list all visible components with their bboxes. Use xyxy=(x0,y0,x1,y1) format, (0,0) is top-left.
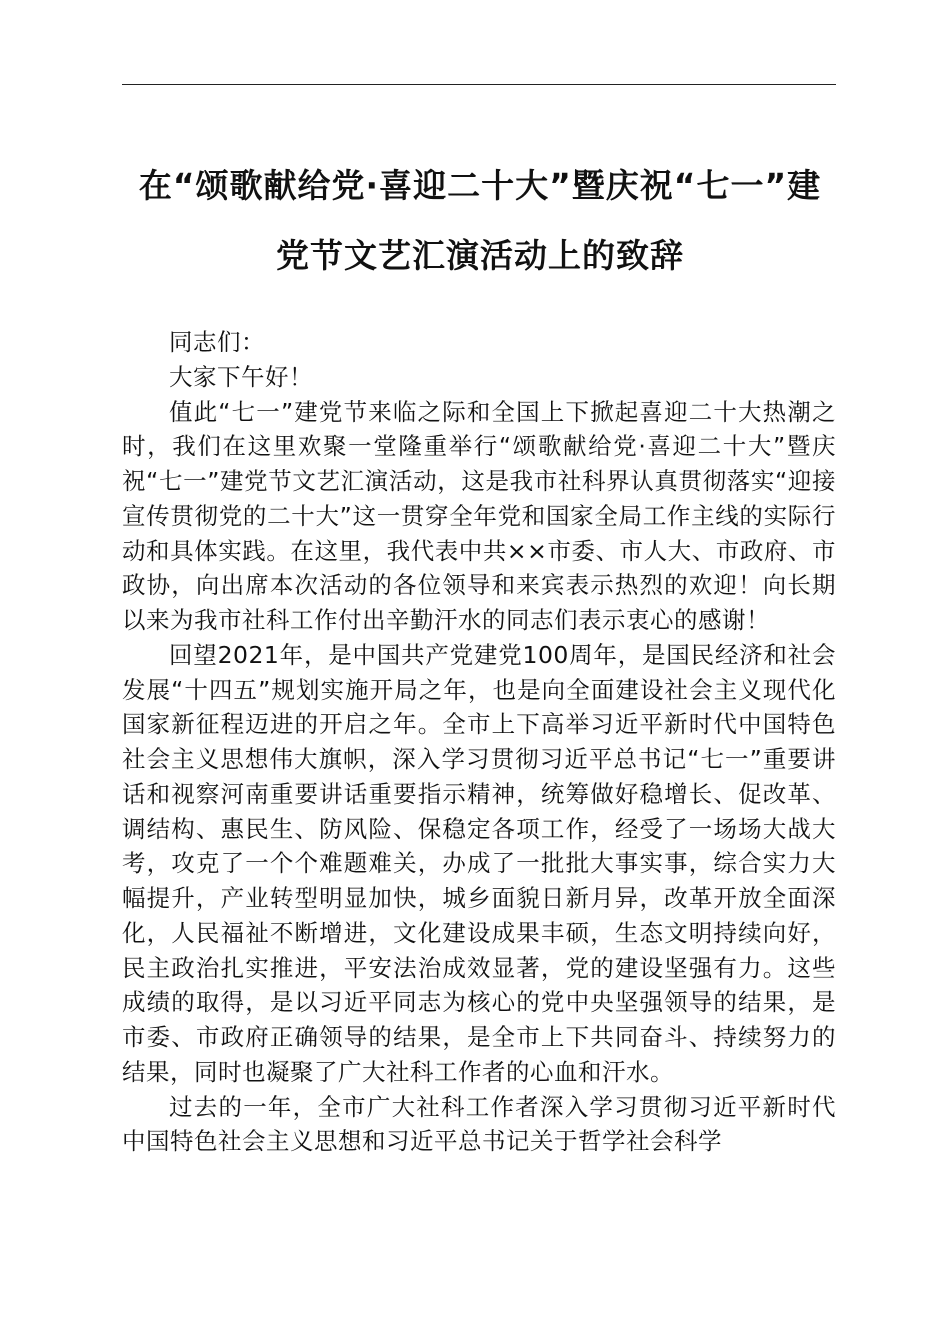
header-rule xyxy=(122,84,836,85)
document-body xyxy=(122,325,836,1159)
document-title-line-2: 党节文艺汇演活动上的致辞 xyxy=(276,236,684,275)
body-paragraph: 值此“七一”建党节来临之际和全国上下掀起喜迎二十大热潮之时，我们在这里欢聚一堂隆重举行“颂歌献给党·喜迎二十大”暨庆祝“七一”建党节文艺汇演活动，这是我市社科界认真贯彻落实“迎接宣传贯彻党的二十大”这一贯穿全年党和国家全局工作主线的实际行动和具体实践。在这里，我代表中共××市委、市人大、市政府、市政协，向出席本次活动的各位领导和来宾表示热烈的欢迎！向长期以来为我市社科工作付出辛勤汗水的同志们表示衷心的感谢！ xyxy=(122,397,836,634)
body-paragraph: 过去的一年，全市广大社科工作者深入学习贯彻习近平新时代中国特色社会主义思想和习近平总书记关于哲学社会科学 xyxy=(122,1092,836,1156)
body-paragraph: 回望2021年，是中国共产党建党100周年，是国民经济和社会发展“十四五”规划实施开局之年，也是向全面建设社会主义现代化国家新征程迈进的开启之年。全市上下高举习近平新时代中国特色社会主义思想伟大旗帜，深入学习贯彻习近平总书记“七一”重要讲话和视察河南重要讲话重要指示精神，统筹做好稳增长、促改革、调结构、惠民生、防风险、保稳定各项工作，经受了一场场大战大考，攻克了一个个难题难关，办成了一批批大事实事，综合实力大幅提升，产业转型明显加快，城乡面貌日新月异，改革开放全面深化，人民福祉不断增进，文化建设成果丰硕，生态文明持续向好，民主政治扎实推进，平安法治成效显著，党的建设坚强有力。这些成绩的取得，是以习近平同志为核心的党中央坚强领导的结果，是市委、市政府正确领导的结果，是全市上下共同奋斗、持续努力的结果，同时也凝聚了广大社科工作者的心血和汗水。 xyxy=(122,640,836,1086)
document-title-line-1: 在“颂歌献给党·喜迎二十大”暨庆祝“七一”建 xyxy=(138,166,822,205)
salutation: 同志们： xyxy=(169,328,265,356)
greeting: 大家下午好！ xyxy=(169,362,313,391)
